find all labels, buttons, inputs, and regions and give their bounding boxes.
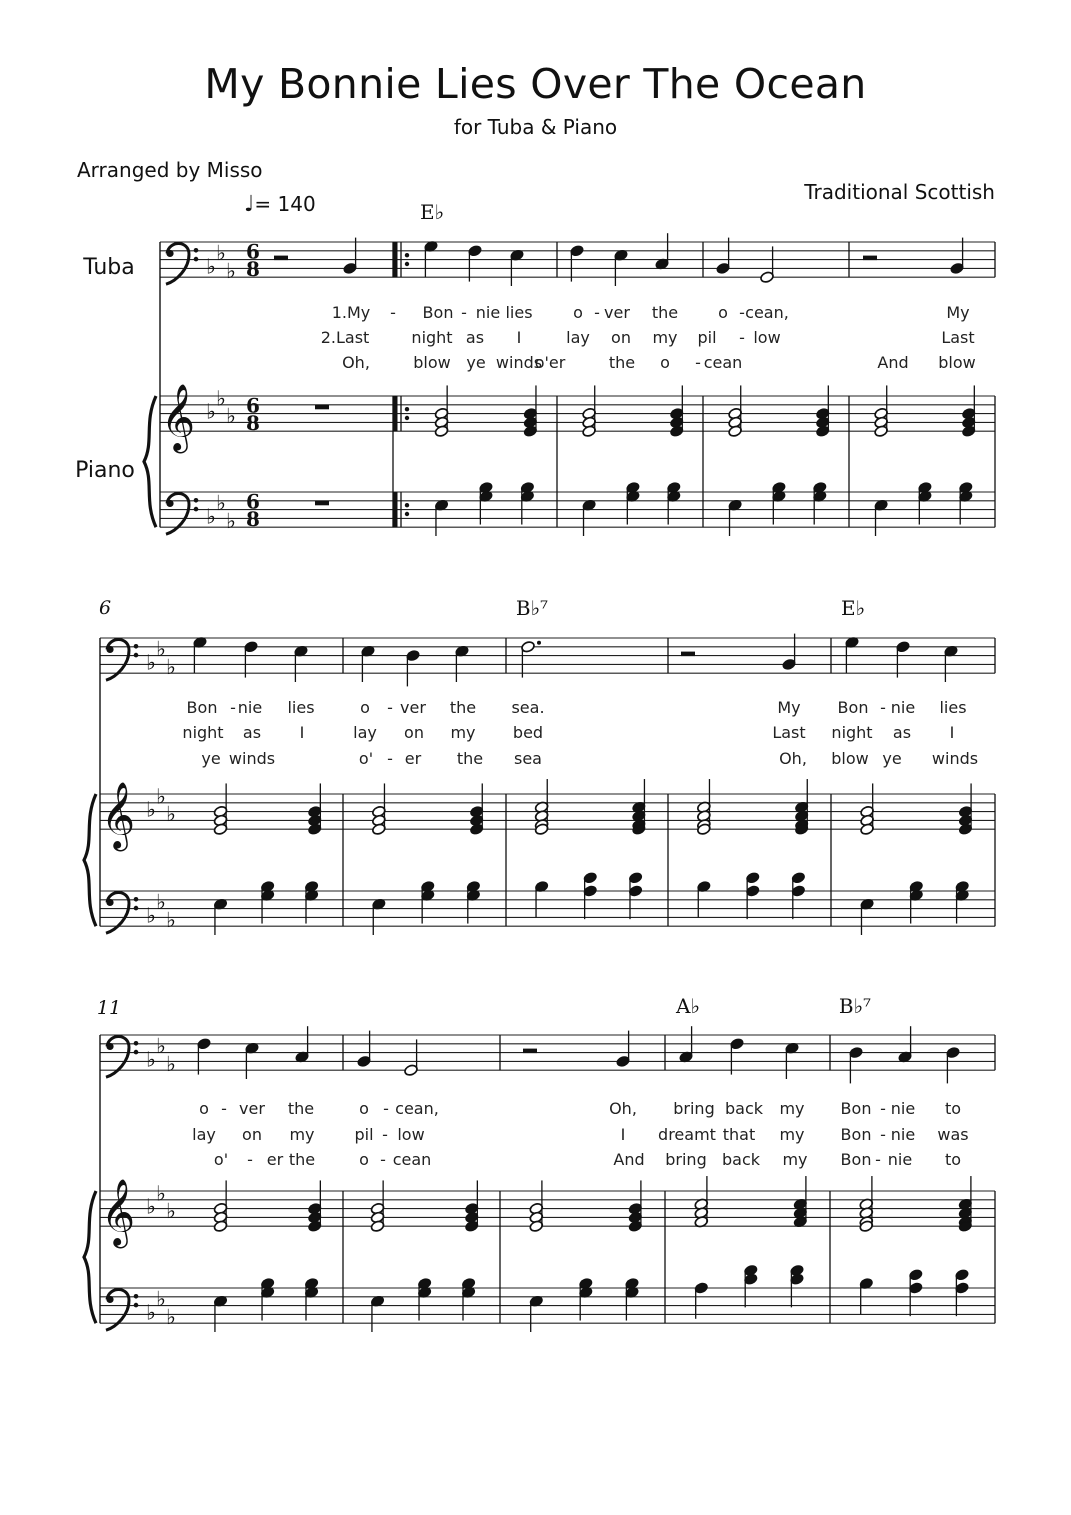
lyric-syllable: as (892, 723, 912, 742)
half-rest (274, 256, 288, 261)
key-signature-flat-icon: ♭ (166, 654, 176, 679)
lyric-syllable: - (739, 303, 745, 322)
bass-clef-dot (134, 906, 139, 911)
bass-clef-dot (194, 498, 199, 503)
time-signature-numerator: 6 (246, 393, 260, 418)
bass-clef-icon (106, 639, 138, 680)
time-signature-numerator: 6 (246, 489, 260, 514)
lyric-syllable: - (387, 698, 393, 717)
bass-clef-dot (106, 1296, 113, 1303)
lyric-syllable: o (359, 1150, 369, 1169)
lyric-syllable: And (613, 1150, 645, 1169)
key-signature-flat-icon: ♭ (156, 1287, 166, 1312)
lyric-syllable: the (608, 353, 636, 372)
treble-clef-icon: 𝄞 (100, 780, 136, 849)
key-signature-flat-icon: ♭ (166, 1304, 176, 1329)
lyric-syllable: ver (604, 303, 630, 322)
lyric-syllable: my (779, 1099, 805, 1118)
lyric-syllable: ver (400, 698, 426, 717)
lyric-syllable: ye (201, 749, 221, 768)
lyric-syllable: on (404, 723, 424, 742)
lyric-syllable: - (221, 1099, 227, 1118)
key-signature-flat-icon: ♭ (166, 802, 176, 826)
lyric-syllable: low (397, 1125, 425, 1144)
lyric-syllable: o' (358, 749, 374, 768)
key-signature-flat-icon: ♭ (226, 258, 236, 283)
lyric-syllable: the (456, 749, 484, 768)
key-signature-flat-icon: ♭ (156, 784, 166, 809)
lyric-syllable: blow (831, 749, 869, 768)
composer-credit: Traditional Scottish (804, 180, 995, 204)
key-signature-flat-icon: ♭ (216, 491, 226, 516)
lyric-syllable: bed (512, 723, 544, 742)
bass-clef-dot (134, 1050, 139, 1055)
key-signature-flat-icon: ♭ (216, 241, 226, 266)
lyric-syllable: winds (931, 749, 979, 768)
lyric-syllable: nie (475, 303, 501, 322)
lyric-syllable: to (944, 1150, 962, 1169)
bass-clef-icon (106, 1036, 138, 1077)
lyric-syllable: o (360, 698, 370, 717)
measure-rest (315, 405, 329, 410)
lyric-syllable: cean (392, 1150, 432, 1169)
lyric-syllable: night (831, 723, 873, 742)
lyric-syllable: - (594, 303, 600, 322)
measure-number: 11 (96, 997, 122, 1019)
lyric-syllable: ye (882, 749, 902, 768)
chord-symbol: B♭⁷ (838, 994, 872, 1018)
bass-clef-curve (166, 243, 189, 284)
lyric-syllable: nie (890, 1125, 916, 1144)
lyric-syllable: - (880, 1099, 886, 1118)
time-signature-denominator: 8 (246, 411, 260, 436)
page-title: My Bonnie Lies Over The Ocean (204, 60, 867, 108)
lyric-syllable: night (182, 723, 224, 742)
lyric-syllable: Bon (840, 1099, 872, 1118)
bass-clef-dot (134, 1041, 139, 1046)
instrument-label-tuba: Tuba (83, 255, 135, 280)
bass-clef-dot (134, 1303, 139, 1308)
lyric-syllable: lay (353, 723, 377, 742)
half-rest (681, 652, 695, 657)
piano-brace (144, 396, 156, 527)
lyric-syllable: Oh, (342, 353, 370, 372)
lyric-syllable: o (359, 1099, 369, 1118)
lyric-syllable: that (722, 1125, 756, 1144)
lyric-syllable: o (660, 353, 670, 372)
lyric-syllable: cean, (745, 303, 789, 322)
key-signature-flat-icon: ♭ (146, 903, 156, 928)
time-signature-denominator: 8 (246, 257, 260, 282)
key-signature-flat-icon: ♭ (156, 890, 166, 915)
lyric-syllable: o (199, 1099, 209, 1118)
lyric-syllable: my (782, 1150, 808, 1169)
lyric-syllable: lay (192, 1125, 216, 1144)
lyric-syllable: Bon (837, 698, 869, 717)
chord-symbol: E♭ (419, 200, 445, 224)
lyric-syllable: on (611, 328, 631, 347)
lyric-syllable: - (875, 1150, 881, 1169)
lyric-syllable: 2.Last (320, 328, 370, 347)
bass-clef-dot (166, 250, 173, 257)
lyric-syllable: - (695, 353, 701, 372)
lyric-syllable: - (382, 1125, 388, 1144)
lyric-syllable: as (242, 723, 262, 742)
measure-number: 6 (98, 597, 112, 619)
bass-clef-curve (106, 1036, 129, 1077)
lyric-syllable: - (387, 749, 393, 768)
lyric-syllable: bring (673, 1099, 715, 1118)
bass-clef-dot (194, 248, 199, 253)
lyric-syllable: the (651, 303, 679, 322)
bass-clef-icon (166, 493, 198, 534)
lyric-syllable: er (404, 749, 422, 768)
lyric-syllable: the (449, 698, 477, 717)
bass-clef-dot (106, 899, 113, 906)
lyric-syllable: blow (938, 353, 976, 372)
lyric-syllable: Last (941, 328, 975, 347)
chord-symbol: B♭⁷ (515, 596, 549, 620)
lyric-syllable: - (880, 1125, 886, 1144)
key-signature-flat-icon: ♭ (156, 1034, 166, 1059)
piano-brace (84, 794, 96, 926)
lyric-syllable: dreamt (658, 1125, 716, 1144)
key-signature-flat-icon: ♭ (206, 504, 216, 529)
bass-clef-curve (106, 1289, 129, 1330)
lyric-syllable: - (230, 698, 236, 717)
repeat-thick-bar (393, 242, 398, 277)
key-signature-flat-icon: ♭ (216, 386, 226, 411)
bass-clef-dot (134, 644, 139, 649)
tempo-value: = 140 (254, 192, 316, 216)
lyric-syllable: - (739, 328, 745, 347)
lyric-syllable: my (652, 328, 678, 347)
lyric-syllable: on (242, 1125, 262, 1144)
lyric-syllable: back (724, 1099, 764, 1118)
lyric-syllable: Oh, (779, 749, 807, 768)
repeat-thick-bar (393, 396, 398, 431)
bass-clef-dot (194, 507, 199, 512)
lyric-syllable: Bon (840, 1150, 872, 1169)
key-signature-flat-icon: ♭ (146, 1300, 156, 1325)
lyric-syllable: my (289, 1125, 315, 1144)
lyric-syllable: o'er (534, 353, 566, 372)
half-rest (863, 256, 877, 261)
lyric-syllable: cean, (395, 1099, 439, 1118)
lyric-syllable: - (461, 303, 467, 322)
lyric-syllable: winds (228, 749, 276, 768)
dot (537, 641, 541, 645)
lyric-syllable: Bon (186, 698, 218, 717)
repeat-dot (405, 416, 409, 420)
treble-clef-icon: 𝄞 (100, 1177, 136, 1246)
bass-clef-icon (106, 1289, 138, 1330)
chord-symbol: E♭ (840, 596, 866, 620)
lyric-syllable: nie (890, 698, 916, 717)
arranger-credit: Arranged by Misso (77, 158, 263, 182)
lyric-syllable: I (516, 328, 522, 347)
key-signature-flat-icon: ♭ (226, 404, 236, 428)
lyric-syllable: blow (413, 353, 451, 372)
time-signature-denominator: 8 (246, 507, 260, 532)
lyric-syllable: the (288, 1150, 316, 1169)
lyric-syllable: lies (287, 698, 315, 717)
key-signature-flat-icon: ♭ (146, 1194, 156, 1219)
lyric-syllable: ye (466, 353, 486, 372)
lyric-syllable: - (247, 1150, 253, 1169)
lyric-syllable: ver (239, 1099, 265, 1118)
lyric-syllable: Oh, (609, 1099, 637, 1118)
lyric-syllable: nie (887, 1150, 913, 1169)
bass-clef-dot (134, 897, 139, 902)
key-signature-flat-icon: ♭ (226, 508, 236, 533)
measure-rest (315, 501, 329, 506)
key-signature-flat-icon: ♭ (206, 399, 216, 424)
lyric-syllable: pil (354, 1125, 374, 1144)
lyric-syllable: o' (213, 1150, 229, 1169)
lyric-syllable: cean (703, 353, 743, 372)
lyric-syllable: nie (890, 1099, 916, 1118)
lyric-syllable: Bon (840, 1125, 872, 1144)
chord-symbol: A♭ (676, 994, 700, 1018)
lyric-syllable: back (721, 1150, 761, 1169)
bass-clef-icon (106, 892, 138, 933)
bass-clef-dot (106, 1043, 113, 1050)
lyric-syllable: - (880, 698, 886, 717)
key-signature-flat-icon: ♭ (146, 797, 156, 822)
lyric-syllable: Bon (422, 303, 454, 322)
treble-clef-icon: 𝄞 (160, 382, 196, 451)
bass-clef-dot (194, 257, 199, 262)
lyric-syllable: lay (566, 328, 590, 347)
lyric-syllable: my (450, 723, 476, 742)
bass-clef-dot (134, 1294, 139, 1299)
lyric-syllable: My (777, 698, 801, 717)
lyric-syllable: lies (505, 303, 533, 322)
bass-clef-dot (134, 653, 139, 658)
lyric-syllable: to (944, 1099, 962, 1118)
key-signature-flat-icon: ♭ (166, 907, 176, 932)
repeat-dot (405, 253, 409, 257)
key-signature-flat-icon: ♭ (166, 1199, 176, 1223)
lyric-syllable: - (390, 303, 396, 322)
lyric-syllable: o (573, 303, 583, 322)
lyric-syllable: Last (772, 723, 806, 742)
key-signature-flat-icon: ♭ (156, 1181, 166, 1206)
half-rest (523, 1049, 537, 1054)
repeat-dot (405, 512, 409, 516)
repeat-dot (405, 262, 409, 266)
lyric-syllable: lies (939, 698, 967, 717)
key-signature-flat-icon: ♭ (206, 254, 216, 279)
piano-brace (84, 1191, 96, 1323)
lyric-syllable: - (383, 1099, 389, 1118)
lyric-syllable: I (299, 723, 305, 742)
lyric-syllable: sea (514, 749, 542, 768)
repeat-thick-bar (393, 492, 398, 527)
lyric-syllable: winds (495, 353, 543, 372)
lyric-syllable: pil (697, 328, 717, 347)
repeat-dot (405, 407, 409, 411)
lyric-syllable: My (946, 303, 970, 322)
lyric-syllable: sea. (511, 698, 545, 717)
key-signature-flat-icon: ♭ (146, 650, 156, 675)
lyric-syllable: And (877, 353, 909, 372)
quarter-note-icon: ♩ (244, 192, 255, 217)
lyric-syllable: I (620, 1125, 626, 1144)
key-signature-flat-icon: ♭ (146, 1047, 156, 1072)
lyric-syllable: I (949, 723, 955, 742)
key-signature-flat-icon: ♭ (166, 1051, 176, 1076)
lyric-syllable: as (465, 328, 485, 347)
bass-clef-curve (106, 892, 129, 933)
bass-clef-dot (106, 646, 113, 653)
lyric-syllable: bring (665, 1150, 707, 1169)
lyric-syllable: night (411, 328, 453, 347)
repeat-dot (405, 503, 409, 507)
lyric-syllable: my (779, 1125, 805, 1144)
bass-clef-icon (166, 243, 198, 284)
lyric-syllable: er (266, 1150, 284, 1169)
lyric-syllable: o (718, 303, 728, 322)
bass-clef-curve (166, 493, 189, 534)
bass-clef-curve (106, 639, 129, 680)
bass-clef-dot (166, 500, 173, 507)
lyric-syllable: nie (237, 698, 263, 717)
lyric-syllable: low (753, 328, 781, 347)
key-signature-flat-icon: ♭ (156, 637, 166, 662)
time-signature-numerator: 6 (246, 239, 260, 264)
lyric-syllable: the (287, 1099, 315, 1118)
instrument-label-piano: Piano (75, 458, 135, 483)
page-subtitle: for Tuba & Piano (453, 115, 618, 139)
lyric-syllable: - (380, 1150, 386, 1169)
lyric-syllable: 1.My (331, 303, 371, 322)
lyric-syllable: was (937, 1125, 969, 1144)
